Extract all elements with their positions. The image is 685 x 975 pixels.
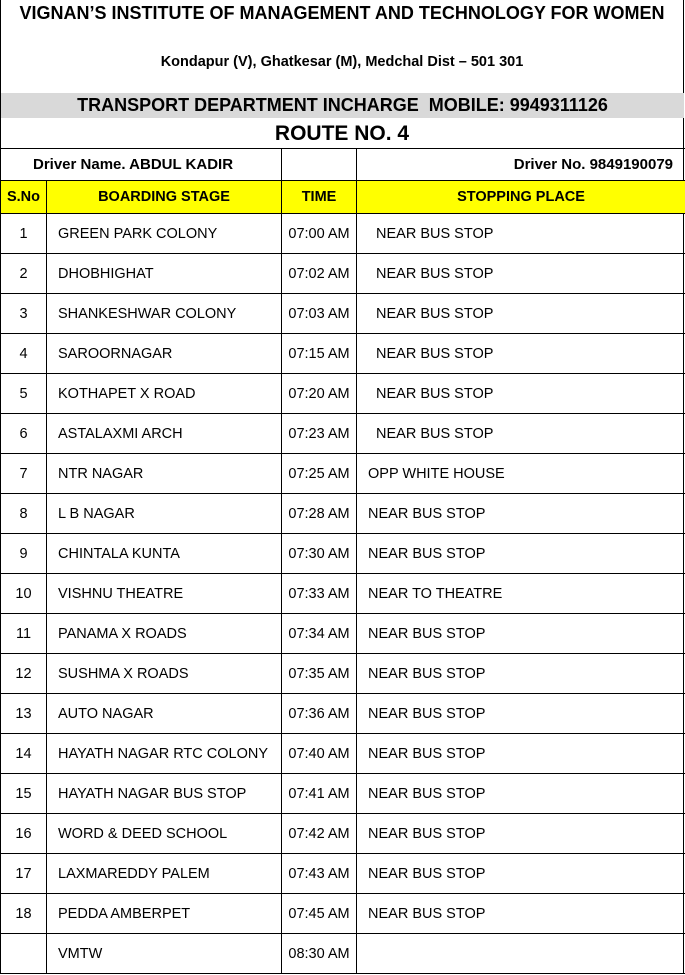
stop-time: 07:03 AM (282, 294, 357, 334)
table-row (1, 534, 685, 574)
col-header-boarding-stage: BOARDING STAGE (47, 181, 282, 214)
stop-boarding-stage: NTR NAGAR (47, 454, 282, 494)
stop-sno: 17 (1, 854, 47, 894)
stop-stopping-place: NEAR BUS STOP (357, 214, 685, 254)
stop-stopping-place: NEAR BUS STOP (357, 334, 685, 374)
table-row (1, 334, 685, 374)
stop-time: 07:28 AM (282, 494, 357, 534)
stop-time: 07:33 AM (282, 574, 357, 614)
table-row (1, 414, 685, 454)
stop-boarding-stage: PEDDA AMBERPET (47, 894, 282, 934)
stop-boarding-stage: SUSHMA X ROADS (47, 654, 282, 694)
stop-boarding-stage: L B NAGAR (47, 494, 282, 534)
stop-sno: 10 (1, 574, 47, 614)
stop-sno (1, 934, 47, 974)
col-header-sno: S.No (1, 181, 47, 214)
stop-stopping-place: NEAR BUS STOP (357, 894, 685, 934)
stop-boarding-stage: HAYATH NAGAR BUS STOP (47, 774, 282, 814)
table-row (1, 814, 685, 854)
stop-sno: 7 (1, 454, 47, 494)
stop-time: 07:30 AM (282, 534, 357, 574)
stop-time: 07:35 AM (282, 654, 357, 694)
stop-stopping-place: NEAR BUS STOP (357, 774, 685, 814)
stop-time: 07:00 AM (282, 214, 357, 254)
stop-sno: 5 (1, 374, 47, 414)
stop-sno: 16 (1, 814, 47, 854)
stop-sno: 12 (1, 654, 47, 694)
stop-stopping-place: NEAR BUS STOP (357, 414, 685, 454)
stop-stopping-place: NEAR BUS STOP (357, 814, 685, 854)
table-row (1, 294, 685, 334)
table-row (1, 574, 685, 614)
stop-stopping-place: NEAR BUS STOP (357, 294, 685, 334)
table-row (1, 254, 685, 294)
table-header (1, 181, 685, 214)
institute-address: Kondapur (V), Ghatkesar (M), Medchal Dist – 501 301 (160, 54, 524, 70)
stop-boarding-stage: VISHNU THEATRE (47, 574, 282, 614)
stop-stopping-place: NEAR BUS STOP (357, 694, 685, 734)
table-row (1, 854, 685, 894)
stop-stopping-place: NEAR BUS STOP (357, 374, 685, 414)
stop-stopping-place: NEAR BUS STOP (357, 614, 685, 654)
stop-stopping-place: NEAR BUS STOP (357, 734, 685, 774)
stop-sno: 11 (1, 614, 47, 654)
table-row (1, 654, 685, 694)
stop-sno: 2 (1, 254, 47, 294)
table-row (1, 734, 685, 774)
stop-time: 07:45 AM (282, 894, 357, 934)
stop-time: 08:30 AM (282, 934, 357, 974)
stop-stopping-place: NEAR BUS STOP (357, 854, 685, 894)
stop-sno: 4 (1, 334, 47, 374)
stop-stopping-place: NEAR BUS STOP (357, 254, 685, 294)
col-header-time: TIME (282, 181, 357, 214)
col-header-stopping-place: STOPPING PLACE (357, 181, 685, 214)
stop-stopping-place: OPP WHITE HOUSE (357, 454, 685, 494)
stop-time: 07:02 AM (282, 254, 357, 294)
stop-time: 07:34 AM (282, 614, 357, 654)
stop-sno: 9 (1, 534, 47, 574)
stop-sno: 18 (1, 894, 47, 934)
stop-time: 07:15 AM (282, 334, 357, 374)
stop-stopping-place: NEAR BUS STOP (357, 494, 685, 534)
driver-name: Driver Name. ABDUL KADIR (1, 149, 282, 181)
stop-time: 07:36 AM (282, 694, 357, 734)
stop-boarding-stage: ASTALAXMI ARCH (47, 414, 282, 454)
stop-boarding-stage: WORD & DEED SCHOOL (47, 814, 282, 854)
transport-incharge-banner: TRANSPORT DEPARTMENT INCHARGE MOBILE: 9949311126 (1, 93, 684, 118)
stop-boarding-stage: PANAMA X ROADS (47, 614, 282, 654)
stop-time: 07:23 AM (282, 414, 357, 454)
stop-boarding-stage: SAROORNAGAR (47, 334, 282, 374)
stop-stopping-place: NEAR BUS STOP (357, 654, 685, 694)
stop-sno: 14 (1, 734, 47, 774)
stop-boarding-stage: AUTO NAGAR (47, 694, 282, 734)
stop-sno: 6 (1, 414, 47, 454)
stop-boarding-stage: LAXMAREDDY PALEM (47, 854, 282, 894)
route-table (0, 148, 685, 974)
driver-row (1, 149, 685, 181)
stop-time: 07:43 AM (282, 854, 357, 894)
stop-time: 07:20 AM (282, 374, 357, 414)
stop-time: 07:25 AM (282, 454, 357, 494)
table-row (1, 774, 685, 814)
institute-title: VIGNAN’S INSTITUTE OF MANAGEMENT AND TECHNOLOGY FOR WOMEN (19, 3, 665, 23)
table-row (1, 694, 685, 734)
stop-sno: 15 (1, 774, 47, 814)
stop-sno: 13 (1, 694, 47, 734)
stop-boarding-stage: VMTW (47, 934, 282, 974)
table-row (1, 894, 685, 934)
stop-stopping-place: NEAR TO THEATRE (357, 574, 685, 614)
table-row (1, 214, 685, 254)
route-number: ROUTE NO. 4 (274, 122, 410, 145)
stop-time: 07:40 AM (282, 734, 357, 774)
stop-stopping-place (357, 934, 685, 974)
stop-boarding-stage: KOTHAPET X ROAD (47, 374, 282, 414)
driver-number: Driver No. 9849190079 (357, 149, 685, 181)
stop-stopping-place: NEAR BUS STOP (357, 534, 685, 574)
stop-boarding-stage: GREEN PARK COLONY (47, 214, 282, 254)
driver-row-gap (282, 149, 357, 181)
table-row (1, 494, 685, 534)
table-row (1, 454, 685, 494)
stop-time: 07:42 AM (282, 814, 357, 854)
stop-boarding-stage: CHINTALA KUNTA (47, 534, 282, 574)
table-row (1, 934, 685, 974)
table-row (1, 374, 685, 414)
stop-boarding-stage: SHANKESHWAR COLONY (47, 294, 282, 334)
stop-boarding-stage: HAYATH NAGAR RTC COLONY (47, 734, 282, 774)
stop-sno: 1 (1, 214, 47, 254)
table-row (1, 614, 685, 654)
stop-boarding-stage: DHOBHIGHAT (47, 254, 282, 294)
stop-time: 07:41 AM (282, 774, 357, 814)
stop-sno: 8 (1, 494, 47, 534)
stop-sno: 3 (1, 294, 47, 334)
